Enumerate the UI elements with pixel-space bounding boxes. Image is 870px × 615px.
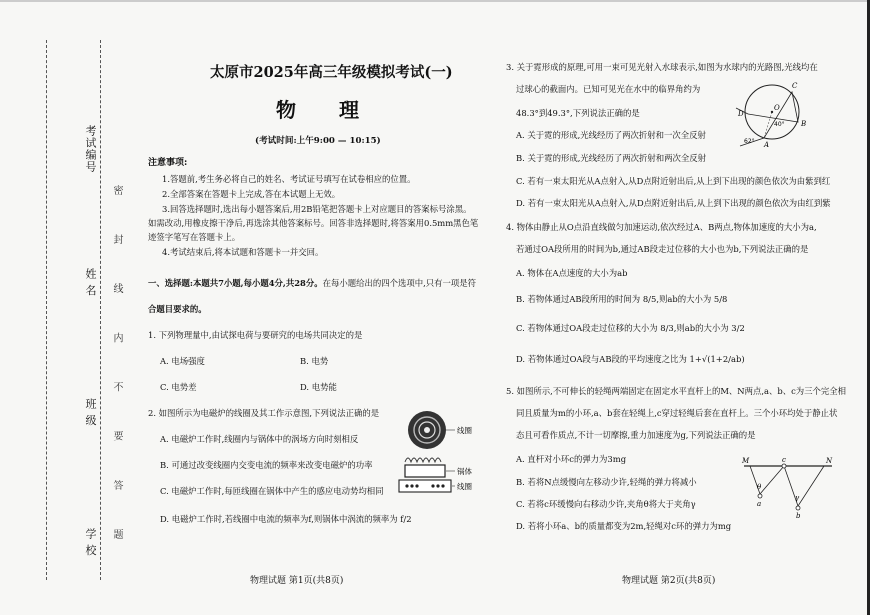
coil-label: 线圈 [457, 426, 472, 435]
ring-b [796, 506, 800, 510]
note-1: 1.答题前,考生务必将自己的姓名、考试证号填写在试卷相应的位置。 [162, 174, 416, 184]
q4-stem-2: 若通过OA段所用的时间为b,通过AB段走过位移的大小也为b,下列说法正确的是 [516, 244, 809, 254]
q5-stem-3: 态且可看作质点,不计一切摩擦,重力加速度为g,下列说法正确的是 [516, 430, 756, 440]
ring-a [758, 494, 762, 498]
name-label: 姓 名 [84, 268, 97, 297]
radius-line [764, 112, 772, 138]
note-3-cont2: 迹签字笔写在答题卡上。 [148, 232, 241, 242]
binding-line-inner [46, 40, 47, 580]
binding-margin [0, 0, 122, 615]
page-1-column [140, 0, 485, 615]
point-b-label: B [801, 120, 807, 128]
q3-option-a: A. 关于霓的形成,光线经历了两次折射和一次全反射 [516, 130, 706, 140]
section-1-heading [148, 278, 476, 289]
notes-title: 注意事项: [148, 158, 188, 168]
point-m-label: M [742, 457, 750, 465]
coil2-label: 线圈 [457, 482, 472, 491]
point-c-label: C [792, 82, 798, 90]
q4-option-c: C. 若物体通过OA段走过位移的大小为 8/3,则ab的大小为 3/2 [516, 323, 745, 333]
q4-option-b: B. 若物体通过AB段所用的时间为 8/5,则ab的大小为 5/8 [516, 294, 728, 304]
q3-option-b: B. 关于霓的形成,光线经历了两次折射和两次全反射 [516, 153, 707, 163]
note-4: 4.考试结束后,将本试题和答题卡一并交回。 [162, 247, 324, 257]
q2-option-b: B. 可通过改变线圈内交变电流的频率来改变电磁炉的功率 [160, 460, 373, 470]
seal-warning: 密 封 线 内 不 要 答 题 [111, 185, 122, 558]
binding-line-outer [100, 40, 101, 580]
induction-cooker-figure [395, 410, 485, 510]
section-1-line-2: 合题目要求的。 [148, 304, 207, 314]
exam-time: (考试时间:上午9:00 — 10:15) [255, 136, 381, 146]
q4-option-a: A. 物体在A点速度的大小为ab [516, 268, 628, 278]
angle-theta-label: θ [757, 483, 762, 491]
q5-stem-2: 同且质量为m的小环,a、b套在轻绳上,c穿过轻绳后套在直杆上。三个小环均处于静止状 [516, 408, 838, 418]
sphere-center [771, 111, 773, 113]
q4-option-d: D. 若物体通过OA段与AB段的平均速度之比为 1+√(1+2/ab) [516, 354, 745, 364]
q1-option-a: A. 电场强度 [160, 356, 205, 366]
q5-stem-1: 5. 如图所示,不可伸长的轻绳两端固定在固定水平直杆上的M、N两点,a、b、c为三个完全相 [506, 386, 847, 396]
angle-40-label: 40° [774, 121, 785, 128]
point-n-label: N [826, 457, 833, 465]
q3-option-c: C. 若有一束太阳光从A点射入,从D点附近射出后,从上到下出现的颜色依次为由紫到红 [516, 176, 831, 186]
q3-stem-2: 过球心的截面内。已知可见光在水中的临界角约为 [516, 84, 701, 94]
q1-option-b: B. 电势 [300, 356, 329, 366]
q4-stem-1: 4. 物体由静止从O点沿直线做匀加速运动,依次经过A、B两点,物体加速度的大小为a, [506, 222, 817, 232]
q2-stem: 2. 如图所示为电磁炉的线圈及其工作示意图,下列说法正确的是 [148, 408, 380, 418]
page-2-column [502, 0, 862, 615]
angle-62-label: 62° [744, 138, 755, 145]
pot-body [405, 465, 445, 477]
q5-option-a: A. 直杆对小环c的弹力为3mg [516, 454, 627, 464]
rope-rings-figure [740, 456, 836, 520]
point-a-label: A [764, 141, 770, 149]
q2-option-d: D. 电磁炉工作时,若线圈中电流的频率为f,则锅体中涡流的频率为 f/2 [160, 514, 412, 524]
point-o-label: O [774, 104, 780, 112]
field-lines [405, 458, 441, 462]
q2-option-c: C. 电磁炉工作时,每匝线圈在锅体中产生的感应电动势均相同 [160, 486, 384, 496]
note-2: 2.全部答案在答题卡上完成,答在本试题上无效。 [162, 189, 341, 199]
q5-option-d: D. 若将小环a、b的质量都变为2m,轻绳对c环的弹力为mg [516, 521, 732, 531]
angle-gamma-label: γ [795, 494, 800, 502]
q1-option-d: D. 电势能 [300, 382, 337, 392]
ring-b-label: b [796, 512, 801, 520]
point-d-label: D [738, 110, 744, 118]
section-1-bold: 一、选择题:本题共7小题,每小题4分,共28分。 [148, 278, 323, 288]
coil-center [424, 427, 430, 433]
q1-option-c: C. 电势差 [160, 382, 197, 392]
exam-title: 太原市2025年高三年级模拟考试(一) [210, 64, 453, 81]
q2-option-a: A. 电磁炉工作时,线圈内与锅体中的涡场方向时刻相反 [160, 434, 359, 444]
exam-number-label: 考试编号 [84, 125, 97, 173]
ring-c-label: c [782, 456, 786, 464]
ring-a-label: a [757, 500, 762, 508]
water-sphere-figure [734, 78, 814, 150]
q1-stem: 1. 下列物理量中,由试探电荷与要研究的电场共同决定的是 [148, 330, 363, 340]
page-2-footer: 物理试题 第2页(共8页) [622, 576, 716, 586]
section-1-rest: 在每小题给出的四个选项中,只有一项是符 [322, 278, 477, 288]
subject-title: 物 理 [276, 98, 377, 122]
q3-option-d: D. 若有一束太阳光从A点射入,从D点附近射出后,从上到下出现的颜色依次为由红到紫 [516, 198, 831, 208]
q3-stem-1: 3. 关于霓形成的原理,可用一束可见光射入水球表示,如图为水球内的光路图,光线均在 [506, 62, 818, 72]
ring-c [782, 464, 786, 468]
q5-option-b: B. 若将N点缓慢向左移动少许,轻绳的弹力将减小 [516, 477, 697, 487]
class-label: 班 级 [84, 398, 97, 427]
pot-label: 锅体 [457, 467, 472, 476]
note-3: 3.回答选择题时,选出每小题答案后,用2B铅笔把答题卡上对应题目的答案标号涂黑。 [162, 204, 472, 214]
school-label: 学 校 [84, 528, 97, 557]
q5-option-c: C. 若将c环缓慢向右移动少许,夹角θ将大于夹角γ [516, 499, 696, 509]
q3-stem-3: 48.3°到49.3°,下列说法正确的是 [516, 108, 640, 118]
note-3-cont: 如需改动,用橡皮擦干净后,再选涂其他答案标号。回答非选择题时,将答案用0.5mm黑色笔 [148, 218, 479, 228]
page-1-footer: 物理试题 第1页(共8页) [250, 576, 344, 586]
